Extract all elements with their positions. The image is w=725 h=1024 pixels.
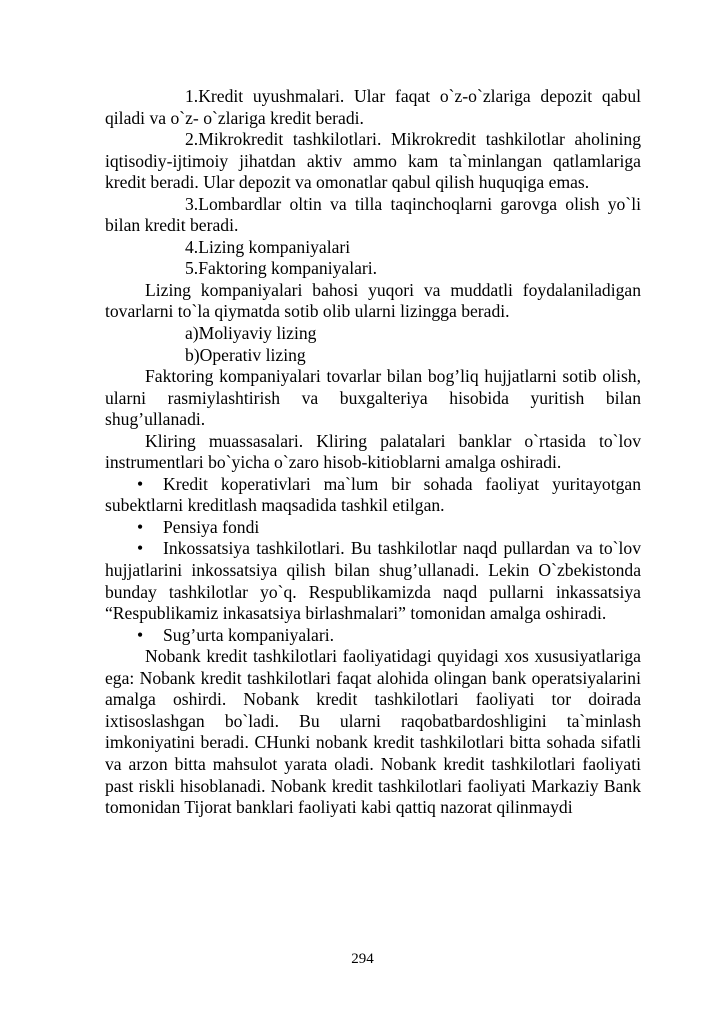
list-marker: 3. <box>185 193 199 214</box>
bullet-icon: • <box>137 624 144 645</box>
bullet-item-credit-cooperatives <box>105 474 641 517</box>
bullet-item-insurance <box>105 625 641 647</box>
paragraph-text: Moliyaviy lizing <box>198 323 317 344</box>
paragraph-text: Mikrokredit tashkilotlari. Mikrokredit tashkilotlar aholining iqtisodiy-ijtimoiy jihatdan aktiv ammo kam ta`minlangan qatlamlariga kredit beradi. Ular depozit va omonatlar qabul qilish huquqiga emas. <box>105 129 641 193</box>
document-body <box>105 86 641 819</box>
paragraph-text: Sug’urta kompaniyalari. <box>163 624 335 645</box>
paragraph-text: Kredit uyushmalari. Ular faqat o`z-o`zlariga depozit qabul qiladi va o`z- o`zlariga kredit beradi. <box>105 86 641 128</box>
page-number: 294 <box>351 951 374 967</box>
list-item-operating-leasing <box>105 345 641 367</box>
list-item-credit-unions <box>105 86 641 129</box>
list-marker: a) <box>185 323 199 344</box>
bullet-item-collection <box>105 538 641 624</box>
paragraph-text: Faktoring kompaniyalari. <box>198 258 378 279</box>
list-marker: b) <box>185 344 200 365</box>
bullet-icon: • <box>137 516 144 537</box>
list-item-financial-leasing <box>105 323 641 345</box>
list-item-leasing <box>105 237 641 259</box>
list-marker: 1. <box>185 86 199 106</box>
list-item-pawnshops <box>105 194 641 237</box>
paragraph-clearing: Kliring muassasalari. Kliring palatalari banklar o`rtasida to`lov instrumentlari bo`yicha o`zaro hisob-kitioblarni amalga oshiradi. <box>105 430 641 473</box>
paragraph-text: Lizing kompaniyalari <box>198 236 351 257</box>
paragraph-text: Lombardlar oltin va tilla taqinchoqlarni garovga olish yo`li bilan kredit beradi. <box>105 193 641 236</box>
bullet-item-pension-fund <box>105 517 641 539</box>
list-marker: 5. <box>185 258 199 279</box>
paragraph-nonbank-features: Nobank kredit tashkilotlari faoliyatidagi quyidagi xos xususiyatlariga ega: Nobank kredit tashkilotlari faqat alohida olingan bank operatsiyalarini amalga oshirdi. Nobank kredit tashkilotlari faoliyati tor doirada ixtisoslashgan bo`ladi. Bu ularni raqobatbardoshligini ta`minlash imkoniyatini beradi. CHunki nobank kredit tashkilotlari bitta sohada sifatli va arzon bitta mahsulot yarata oladi. Nobank kredit tashkilotlari faoliyati past riskli hisoblanadi. Nobank kredit tashkilotlari faoliyati Markaziy Bank tomonidan Tijorat banklari faoliyati kabi qattiq nazorat qilinmaydi <box>105 646 641 818</box>
list-marker: 2. <box>185 129 199 150</box>
list-item-factoring <box>105 258 641 280</box>
paragraph-factoring-description: Faktoring kompaniyalari tovarlar bilan bog’liq hujjatlarni sotib olish, ularni rasmiylashtirish va buxgalteriya hisobida yuritish bilan shug’ullanadi. <box>105 366 641 430</box>
paragraph-text: Kredit koperativlari ma`lum bir sohada faoliyat yuritayotgan subektlarni kreditlash maqsadida tashkil etilgan. <box>105 473 641 516</box>
list-item-microcredit <box>105 129 641 194</box>
bullet-icon: • <box>137 538 144 559</box>
paragraph-text: Operativ lizing <box>199 344 306 365</box>
list-marker: 4. <box>185 236 199 257</box>
bullet-icon: • <box>137 473 144 494</box>
paragraph-text: Pensiya fondi <box>163 516 260 537</box>
paragraph-leasing-description: Lizing kompaniyalari bahosi yuqori va muddatli foydalaniladigan tovarlarni to`la qiymatda sotib olib ularni lizingga beradi. <box>105 279 641 322</box>
paragraph-text: Inkossatsiya tashkilotlari. Bu tashkilotlar naqd pullardan va to`lov hujjatlarini inkossatsiya qilish bilan shug’ullanadi. Lekin O`zbekistonda bunday tashkilotlar yo`q. Respublikamizda naqd pullarni inkassatsiya “Respublikamiz inkasatsiya birlashmalari” tomonidan amalga oshiradi. <box>105 538 641 624</box>
